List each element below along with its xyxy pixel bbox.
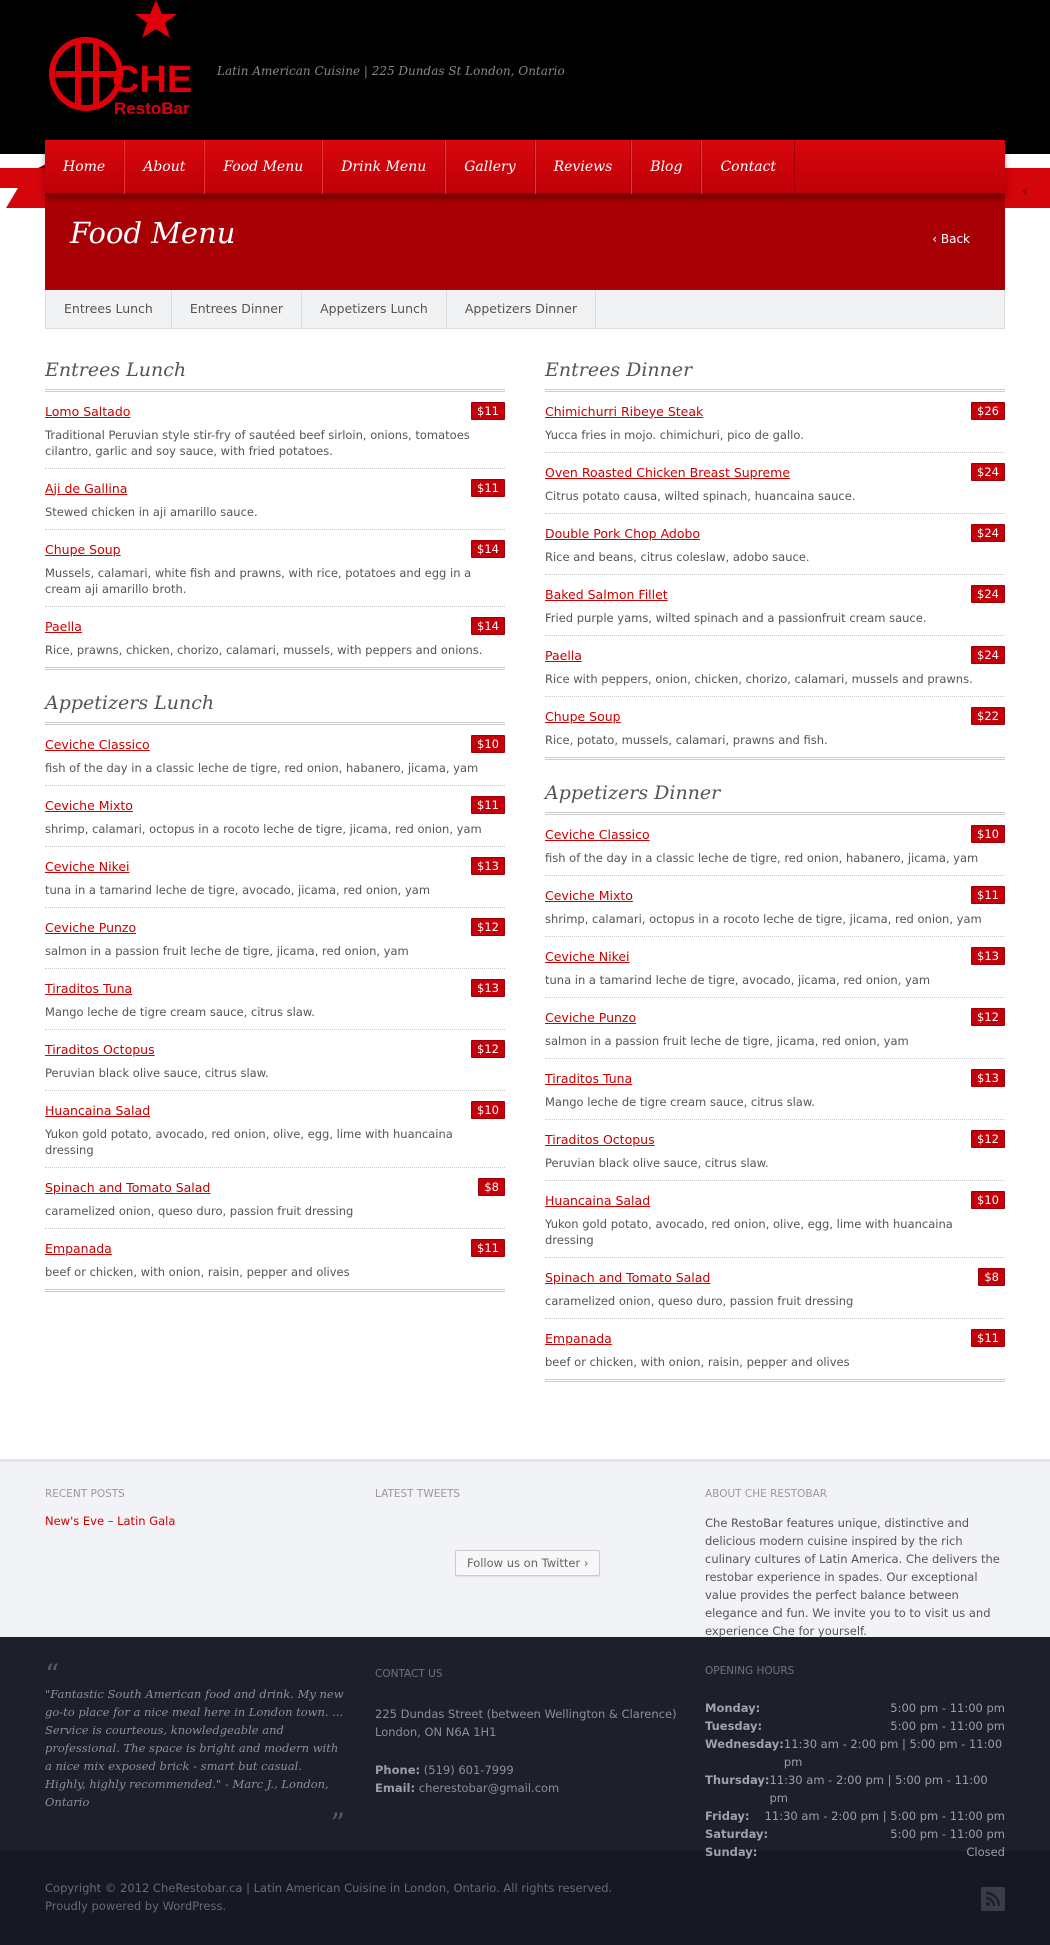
- menu-item: [545, 585, 1005, 636]
- nav-home[interactable]: Home: [45, 140, 124, 194]
- menu-item-description: caramelized onion, queso duro, passion fruit dressing: [545, 1294, 854, 1308]
- hours-row: [705, 1699, 1005, 1717]
- menu-item: [45, 1101, 505, 1168]
- menu-item-header: [45, 857, 505, 875]
- menu-item: [45, 979, 505, 1030]
- menu-item-description: salmon in a passion fruit leche de tigre, jicama, red onion, yam: [45, 944, 409, 958]
- about-widget: [705, 1488, 1005, 1640]
- menu-item-name[interactable]: Baked Salmon Fillet: [545, 586, 668, 602]
- menu-item-description: shrimp, calamari, octopus in a rocoto leche de tigre, jicama, red onion, yam: [45, 822, 482, 836]
- menu-item-header: [45, 402, 505, 420]
- che-restobar-logo[interactable]: [44, 0, 194, 122]
- price-badge: $12: [971, 1008, 1005, 1026]
- nav-food-menu[interactable]: Food Menu: [204, 140, 322, 194]
- menu-item-header: [45, 735, 505, 753]
- menu-item-name[interactable]: Ceviche Punzo: [545, 1009, 637, 1025]
- address-line-2: London, ON N6A 1H1: [375, 1725, 497, 1739]
- nav-drink-menu[interactable]: Drink Menu: [322, 140, 445, 194]
- menu-item-name[interactable]: Double Pork Chop Adobo: [545, 525, 701, 541]
- menu-item-header: [545, 1008, 1005, 1026]
- menu-item-name[interactable]: Paella: [545, 647, 582, 663]
- recent-post-link[interactable]: New's Eve – Latin Gala: [45, 1514, 176, 1528]
- menu-item-header: [545, 1130, 1005, 1148]
- menu-item-description: Fried purple yams, wilted spinach and a passionfruit cream sauce.: [545, 611, 927, 625]
- latest-tweets-widget: [375, 1488, 705, 1640]
- hours-time: Closed: [966, 1845, 1005, 1859]
- menu-item-description: Peruvian black olive sauce, citrus slaw.: [45, 1066, 269, 1080]
- follow-twitter-button[interactable]: Follow us on Twitter ›: [455, 1550, 600, 1576]
- menu-item-header: [545, 1191, 1005, 1209]
- page-title-banner: [45, 194, 1005, 290]
- hours-list: [705, 1699, 1005, 1861]
- price-badge: $11: [471, 1239, 505, 1257]
- menu-item-name[interactable]: Ceviche Mixto: [545, 887, 633, 903]
- email-link[interactable]: cherestobar@gmail.com: [418, 1781, 560, 1795]
- menu-item-description: Mango leche de tigre cream sauce, citrus slaw.: [45, 1005, 315, 1019]
- menu-item: [545, 1268, 1005, 1319]
- menu-item-description: Yukon gold potato, avocado, red onion, olive, egg, lime with huancaina dressing: [545, 1217, 953, 1247]
- quote-open-icon: “: [45, 1658, 60, 1691]
- price-badge: $14: [471, 617, 505, 635]
- menu-item-name[interactable]: Chupe Soup: [45, 541, 121, 557]
- section-title: Entrees Lunch: [45, 359, 505, 392]
- price-badge: $13: [471, 857, 505, 875]
- menu-item-name[interactable]: Ceviche Classico: [45, 736, 150, 752]
- menu-item: [45, 796, 505, 847]
- logo-sub-text: RestoBar: [114, 99, 190, 118]
- menu-item-name[interactable]: Empanada: [45, 1240, 112, 1256]
- menu-item-name[interactable]: Spinach and Tomato Salad: [545, 1269, 711, 1285]
- quote-close-icon: ”: [330, 1807, 345, 1840]
- menu-item-header: [45, 796, 505, 814]
- hours-row: [705, 1717, 1005, 1735]
- page-title: Food Menu: [70, 216, 236, 250]
- menu-item-description: Mussels, calamari, white fish and prawns, with rice, potatoes and egg in a cream aji amarillo broth.: [45, 566, 472, 596]
- menu-column-left: [45, 359, 505, 1404]
- menu-item: [45, 617, 505, 670]
- phone-label: Phone:: [375, 1763, 421, 1777]
- about-text: Che RestoBar features unique, distinctive and delicious modern cuisine inspired by the rich culinary cultures of Latin America. Che delivers the restobar experience in spades. Our exceptional value provides the perfect balance between elegance and fun. We invite you to to visit us and experience Che for yourself.: [705, 1516, 1000, 1638]
- section-title: Entrees Dinner: [545, 359, 1005, 392]
- menu-item-header: [45, 617, 505, 635]
- menu-item-header: [545, 1069, 1005, 1087]
- menu-item: [45, 918, 505, 969]
- nav-gallery[interactable]: Gallery: [445, 140, 534, 194]
- menu-item: [545, 1008, 1005, 1059]
- menu-item-header: [545, 886, 1005, 904]
- tab-appetizers-dinner[interactable]: Appetizers Dinner: [447, 290, 596, 328]
- menu-item: [545, 1329, 1005, 1382]
- menu-item-name[interactable]: Ceviche Nikei: [45, 858, 130, 874]
- menu-item-name[interactable]: Ceviche Nikei: [545, 948, 630, 964]
- contact-widget: [375, 1665, 705, 1861]
- price-badge: $12: [471, 1040, 505, 1058]
- menu-item-header: [545, 947, 1005, 965]
- rss-icon[interactable]: [981, 1887, 1005, 1911]
- copyright-bar: [0, 1851, 1050, 1945]
- section-title: Appetizers Lunch: [45, 692, 505, 725]
- hours-time: 5:00 pm - 11:00 pm: [890, 1701, 1005, 1715]
- menu-section-appetizers-lunch: [45, 692, 505, 1292]
- menu-item: [45, 402, 505, 469]
- menu-item: [545, 402, 1005, 453]
- menu-item-description: salmon in a passion fruit leche de tigre, jicama, red onion, yam: [545, 1034, 909, 1048]
- site-tagline: Latin American Cuisine | 225 Dundas St London, Ontario: [217, 64, 565, 78]
- menu-item-header: [545, 1329, 1005, 1347]
- menu-item: [45, 735, 505, 786]
- price-badge: $24: [971, 524, 1005, 542]
- menu-item-description: fish of the day in a classic leche de tigre, red onion, habanero, jicama, yam: [545, 851, 979, 865]
- nav-about[interactable]: About: [124, 140, 204, 194]
- price-badge: $14: [471, 540, 505, 558]
- menu-content: [45, 359, 1005, 1459]
- menu-item-header: [45, 1239, 505, 1257]
- price-badge: $11: [471, 402, 505, 420]
- hours-row: [705, 1807, 1005, 1825]
- price-badge: $11: [971, 1329, 1005, 1347]
- powered-by-text: Proudly powered by WordPress.: [45, 1899, 227, 1913]
- menu-item: [45, 1040, 505, 1091]
- menu-item-description: Yukon gold potato, avocado, red onion, olive, egg, lime with huancaina dressing: [45, 1127, 453, 1157]
- menu-item: [45, 1178, 505, 1229]
- menu-item-header: [45, 1040, 505, 1058]
- menu-item-header: [545, 524, 1005, 542]
- menu-item-description: Citrus potato causa, wilted spinach, huancaina sauce.: [545, 489, 856, 503]
- hours-time: 11:30 am - 2:00 pm | 5:00 pm - 11:00 pm: [769, 1773, 988, 1805]
- footer-widgets: [0, 1459, 1050, 1637]
- latest-tweets-title: LATEST TWEETS: [375, 1488, 461, 1500]
- menu-item-description: Rice and beans, citrus coleslaw, adobo sauce.: [545, 550, 810, 564]
- menu-item: [545, 1191, 1005, 1258]
- menu-item: [545, 646, 1005, 697]
- price-badge: $26: [971, 402, 1005, 420]
- recent-posts-title: RECENT POSTS: [45, 1488, 125, 1500]
- menu-item-header: [545, 707, 1005, 725]
- menu-item-description: Mango leche de tigre cream sauce, citrus slaw.: [545, 1095, 815, 1109]
- menu-item: [45, 479, 505, 530]
- hours-day: Saturday:: [705, 1827, 769, 1841]
- address-line-1: 225 Dundas Street (between Wellington & Clarence): [375, 1707, 677, 1721]
- menu-item-name[interactable]: Huancaina Salad: [45, 1102, 151, 1118]
- menu-item: [545, 825, 1005, 876]
- menu-section-entrees-lunch: [45, 359, 505, 670]
- hours-day: Thursday:: [705, 1773, 770, 1787]
- menu-item-header: [45, 540, 505, 558]
- menu-item-description: Peruvian black olive sauce, citrus slaw.: [545, 1156, 769, 1170]
- menu-item-header: [545, 646, 1005, 664]
- menu-section-entrees-dinner: [545, 359, 1005, 760]
- price-badge: $8: [478, 1178, 505, 1196]
- menu-item-header: [45, 1101, 505, 1119]
- price-badge: $24: [971, 463, 1005, 481]
- menu-item-header: [45, 979, 505, 997]
- price-badge: $10: [471, 735, 505, 753]
- nav-blog[interactable]: Blog: [631, 140, 701, 194]
- menu-item-name[interactable]: Tiraditos Tuna: [45, 980, 133, 996]
- hours-day: Tuesday:: [705, 1719, 763, 1733]
- menu-item-name[interactable]: Empanada: [545, 1330, 612, 1346]
- ribbon-right-decoration: [1004, 154, 1050, 208]
- price-badge: $13: [971, 947, 1005, 965]
- hours-row: [705, 1735, 1005, 1771]
- menu-section-appetizers-dinner: [545, 782, 1005, 1382]
- hours-time: 11:30 am - 2:00 pm | 5:00 pm - 11:00 pm: [783, 1737, 1003, 1769]
- menu-item: [545, 1069, 1005, 1120]
- menu-item: [45, 857, 505, 908]
- price-badge: $13: [971, 1069, 1005, 1087]
- copyright-text: Copyright © 2012 CheRestobar.ca | Latin American Cuisine in London, Ontario. All rights reserved.: [45, 1881, 613, 1895]
- menu-item-header: [45, 1178, 505, 1196]
- menu-item: [545, 947, 1005, 998]
- menu-item-name[interactable]: Chimichurri Ribeye Steak: [545, 403, 704, 419]
- menu-item: [545, 1130, 1005, 1181]
- menu-item: [545, 524, 1005, 575]
- testimonial-quote: "Fantastic South American food and drink. My new go-to place for a nice meal here in London town. ... Service is courteous, knowledgeable and professional. The space is bright and modern with a nice mix exposed brick - smart but casual. Highly, highly recommended." - Marc J., London, Ontario: [45, 1687, 344, 1809]
- price-badge: $12: [971, 1130, 1005, 1148]
- tab-entrees-lunch[interactable]: Entrees Lunch: [46, 290, 172, 328]
- menu-item-description: tuna in a tamarind leche de tigre, avocado, jicama, red onion, yam: [45, 883, 431, 897]
- menu-item-header: [545, 585, 1005, 603]
- email-label: Email:: [375, 1781, 416, 1795]
- price-badge: $11: [471, 796, 505, 814]
- contact-title: CONTACT US: [375, 1668, 443, 1680]
- menu-item-name[interactable]: Huancaina Salad: [545, 1192, 651, 1208]
- menu-item-name[interactable]: Ceviche Mixto: [45, 797, 133, 813]
- menu-item-description: Rice, potato, mussels, calamari, prawns and fish.: [545, 733, 828, 747]
- hours-title: OPENING HOURS: [705, 1665, 795, 1677]
- phone-number: (519) 601-7999: [423, 1763, 514, 1777]
- opening-hours-widget: [705, 1665, 1005, 1861]
- menu-item: [45, 540, 505, 607]
- menu-item-description: Rice with peppers, onion, chicken, chorizo, calamari, mussels and prawns.: [545, 672, 973, 686]
- menu-tabs: [45, 290, 1005, 329]
- menu-column-right: [545, 359, 1005, 1404]
- menu-item-name[interactable]: Oven Roasted Chicken Breast Supreme: [545, 464, 791, 480]
- menu-item-header: [545, 825, 1005, 843]
- back-link[interactable]: ‹ Back: [932, 232, 970, 246]
- menu-item: [45, 1239, 505, 1292]
- menu-item: [545, 707, 1005, 760]
- price-badge: $13: [471, 979, 505, 997]
- menu-item-description: shrimp, calamari, octopus in a rocoto leche de tigre, jicama, red onion, yam: [545, 912, 982, 926]
- menu-item-name[interactable]: Spinach and Tomato Salad: [45, 1179, 211, 1195]
- menu-item-description: Rice, prawns, chicken, chorizo, calamari, mussels, with peppers and onions.: [45, 643, 483, 657]
- hours-row: [705, 1771, 1005, 1807]
- section-title: Appetizers Dinner: [545, 782, 1005, 815]
- menu-item-name[interactable]: Tiraditos Octopus: [45, 1041, 155, 1057]
- menu-item-header: [545, 402, 1005, 420]
- about-title: ABOUT CHE RESTOBAR: [705, 1488, 828, 1500]
- menu-item-description: tuna in a tamarind leche de tigre, avocado, jicama, red onion, yam: [545, 973, 931, 987]
- price-badge: $10: [971, 825, 1005, 843]
- nav-reviews[interactable]: Reviews: [535, 140, 632, 194]
- price-badge: $24: [971, 585, 1005, 603]
- tab-appetizers-lunch[interactable]: Appetizers Lunch: [302, 290, 447, 328]
- menu-item-name[interactable]: Aji de Gallina: [45, 480, 128, 496]
- menu-item-description: Stewed chicken in aji amarillo sauce.: [45, 505, 258, 519]
- site-footer: [0, 1637, 1050, 1859]
- site-header: [0, 0, 1050, 140]
- menu-item-header: [45, 918, 505, 936]
- svg-text:‹: ‹: [1022, 184, 1028, 200]
- menu-item-header: [45, 479, 505, 497]
- menu-item: [545, 886, 1005, 937]
- menu-item-name[interactable]: Chupe Soup: [545, 708, 621, 724]
- menu-item: [545, 463, 1005, 514]
- price-badge: $22: [971, 707, 1005, 725]
- hours-time: 11:30 am - 2:00 pm | 5:00 pm - 11:00 pm: [764, 1809, 1005, 1823]
- menu-item-header: [545, 1268, 1005, 1286]
- recent-posts-widget: [45, 1488, 375, 1640]
- menu-item-name[interactable]: Lomo Saltado: [45, 403, 131, 419]
- hours-day: Monday:: [705, 1701, 761, 1715]
- menu-item-name[interactable]: Ceviche Punzo: [45, 919, 137, 935]
- tab-entrees-dinner[interactable]: Entrees Dinner: [172, 290, 302, 328]
- price-badge: $24: [971, 646, 1005, 664]
- testimonial: [45, 1658, 375, 1861]
- menu-item-name[interactable]: Ceviche Classico: [545, 826, 650, 842]
- price-badge: $8: [978, 1268, 1005, 1286]
- menu-item-description: Traditional Peruvian style stir-fry of sautéed beef sirloin, onions, tomatoes cilantro, garlic and soy sauce, with fried potatoes.: [45, 428, 470, 458]
- ribbon-left-decoration: [0, 154, 46, 208]
- price-badge: $10: [471, 1101, 505, 1119]
- price-badge: $12: [471, 918, 505, 936]
- menu-item-description: fish of the day in a classic leche de tigre, red onion, habanero, jicama, yam: [45, 761, 479, 775]
- hours-day: Sunday:: [705, 1845, 758, 1859]
- hours-time: 5:00 pm - 11:00 pm: [890, 1827, 1005, 1841]
- menu-item-description: Yucca fries in mojo. chimichuri, pico de gallo.: [545, 428, 804, 442]
- menu-item-header: [545, 463, 1005, 481]
- menu-item-description: beef or chicken, with onion, raisin, pepper and olives: [45, 1265, 350, 1279]
- navigation-bar: [0, 140, 1050, 200]
- hours-time: 5:00 pm - 11:00 pm: [890, 1719, 1005, 1733]
- hours-row: [705, 1825, 1005, 1843]
- price-badge: $11: [471, 479, 505, 497]
- hours-day: Friday:: [705, 1809, 750, 1823]
- menu-item-description: beef or chicken, with onion, raisin, pepper and olives: [545, 1355, 850, 1369]
- menu-item-name[interactable]: Tiraditos Tuna: [545, 1070, 633, 1086]
- menu-item-name[interactable]: Tiraditos Octopus: [545, 1131, 655, 1147]
- hours-day: Wednesday:: [705, 1737, 784, 1751]
- menu-item-description: caramelized onion, queso duro, passion fruit dressing: [45, 1204, 354, 1218]
- price-badge: $10: [971, 1191, 1005, 1209]
- main-nav: [45, 140, 1005, 194]
- nav-contact[interactable]: Contact: [701, 140, 795, 194]
- price-badge: $11: [971, 886, 1005, 904]
- logo-main-text: CHE: [112, 59, 193, 101]
- menu-item-name[interactable]: Paella: [45, 618, 82, 634]
